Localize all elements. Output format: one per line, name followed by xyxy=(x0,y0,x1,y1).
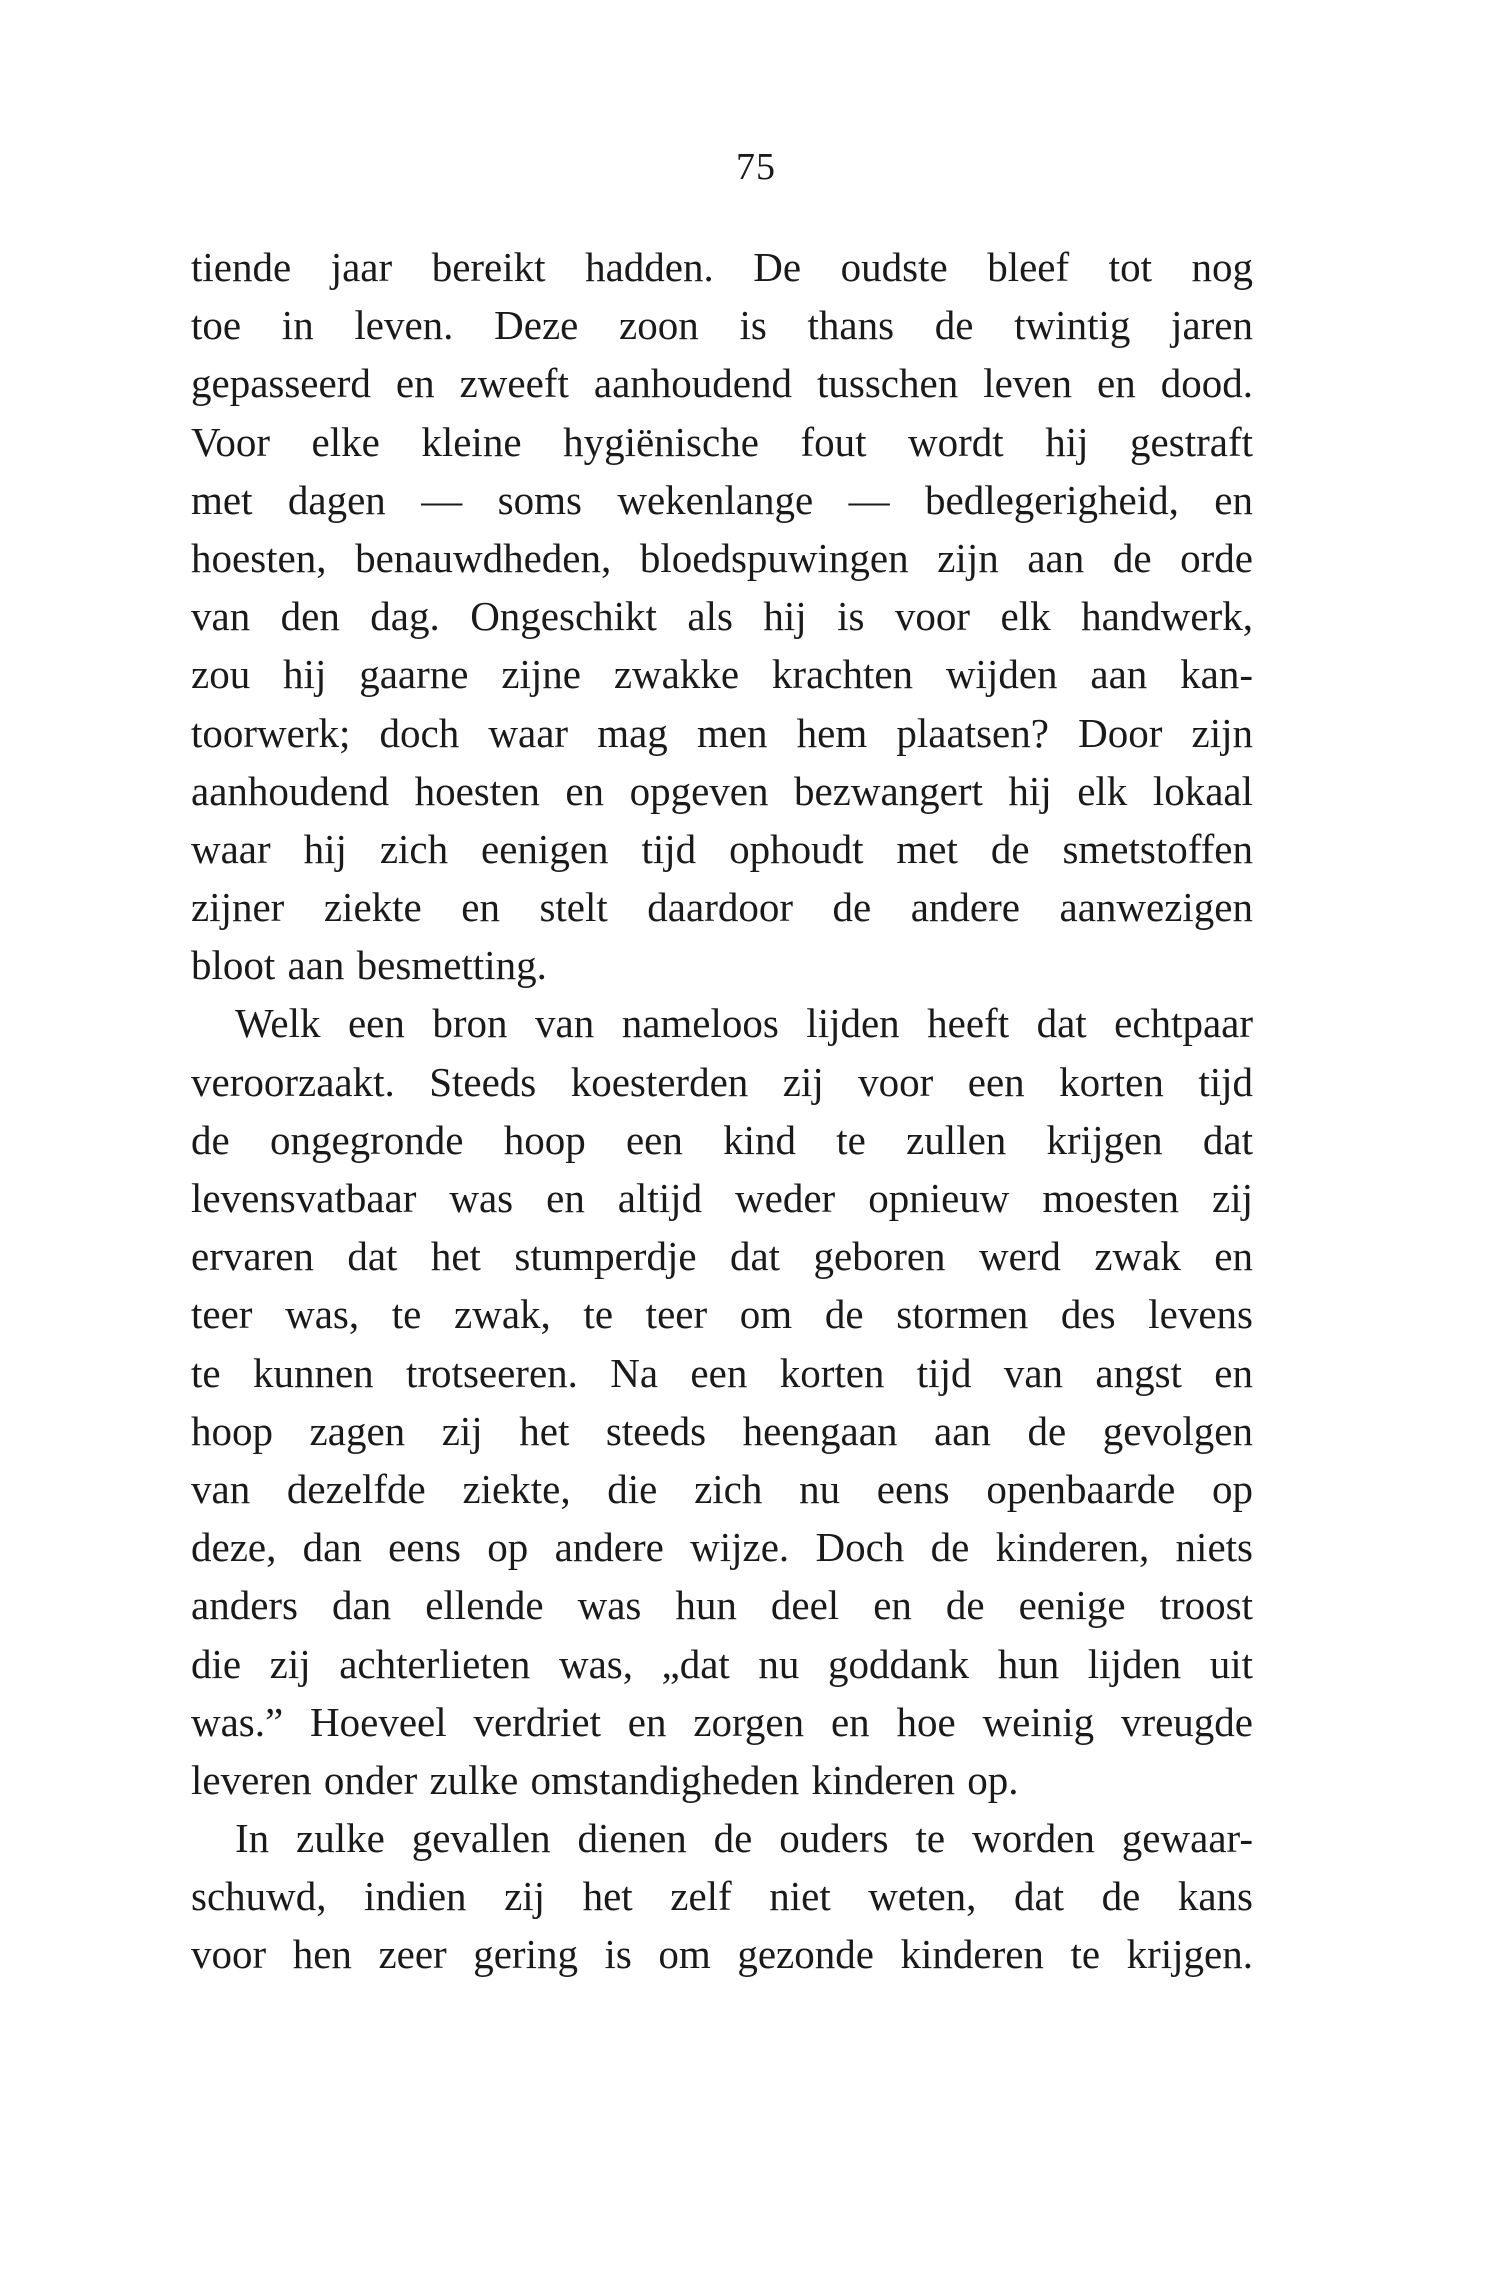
text-line: toe in leven. Deze zoon is thans de twintig jaren xyxy=(191,302,1253,349)
text-line: teer was, te zwak, te teer om de stormen des levens xyxy=(191,1291,1253,1338)
text-line: bloot aan besmetting. xyxy=(191,942,547,989)
text-line: gepasseerd en zweeft aanhoudend tusschen leven en dood. xyxy=(191,360,1253,407)
text-line: veroorzaakt. Steeds koesterden zij voor een korten tijd xyxy=(191,1058,1253,1105)
text-line: hoop zagen zij het steeds heengaan aan de gevolgen xyxy=(191,1407,1253,1454)
text-line: zou hij gaarne zijne zwakke krachten wijden aan kan- xyxy=(191,651,1253,698)
text-line: met dagen — soms wekenlange — bedlegerigheid, en xyxy=(191,476,1253,523)
text-line: te kunnen trotseeren. Na een korten tijd van angst en xyxy=(191,1349,1253,1396)
text-line: Welk een bron van nameloos lijden heeft dat echtpaar xyxy=(235,1000,1253,1047)
text-line: schuwd, indien zij het zelf niet weten, dat de kans xyxy=(191,1873,1253,1920)
text-line: zijner ziekte en stelt daardoor de andere aanwezigen xyxy=(191,884,1253,931)
text-line: die zij achterlieten was, „dat nu goddank hun lijden uit xyxy=(191,1640,1253,1687)
text-line: waar hij zich eenigen tijd ophoudt met de smetstoffen xyxy=(191,825,1253,872)
text-line: Voor elke kleine hygiënische fout wordt hij gestraft xyxy=(191,418,1253,465)
text-line: was.” Hoeveel verdriet en zorgen en hoe weinig vreugde xyxy=(191,1698,1253,1745)
body-text xyxy=(191,238,1253,1984)
text-line: de ongegronde hoop een kind te zullen krijgen dat xyxy=(191,1116,1253,1163)
text-line: leveren onder zulke omstandigheden kinderen op. xyxy=(191,1756,1019,1803)
text-line: deze, dan eens op andere wijze. Doch de kinderen, niets xyxy=(191,1524,1253,1571)
text-line: aanhoudend hoesten en opgeven bezwangert hij elk lokaal xyxy=(191,767,1253,814)
text-line: levensvatbaar was en altijd weder opnieuw moesten zij xyxy=(191,1175,1253,1221)
text-line: van den dag. Ongeschikt als hij is voor elk handwerk, xyxy=(191,593,1253,640)
text-line: van dezelfde ziekte, die zich nu eens openbaarde op xyxy=(191,1465,1253,1512)
text-line: ervaren dat het stumperdje dat geboren werd zwak en xyxy=(191,1233,1253,1280)
text-line: hoesten, benauwdheden, bloedspuwingen zijn aan de orde xyxy=(191,534,1253,581)
page-number: 75 xyxy=(736,146,776,188)
text-line: In zulke gevallen dienen de ouders te worden gewaar- xyxy=(235,1815,1253,1862)
text-line: voor hen zeer gering is om gezonde kinderen te krijgen. xyxy=(191,1931,1253,1978)
text-line: tiende jaar bereikt hadden. De oudste bleef tot nog xyxy=(191,244,1253,290)
text-line: anders dan ellende was hun deel en de eenige troost xyxy=(191,1582,1253,1629)
text-line: toorwerk; doch waar mag men hem plaatsen? Door zijn xyxy=(191,709,1253,756)
